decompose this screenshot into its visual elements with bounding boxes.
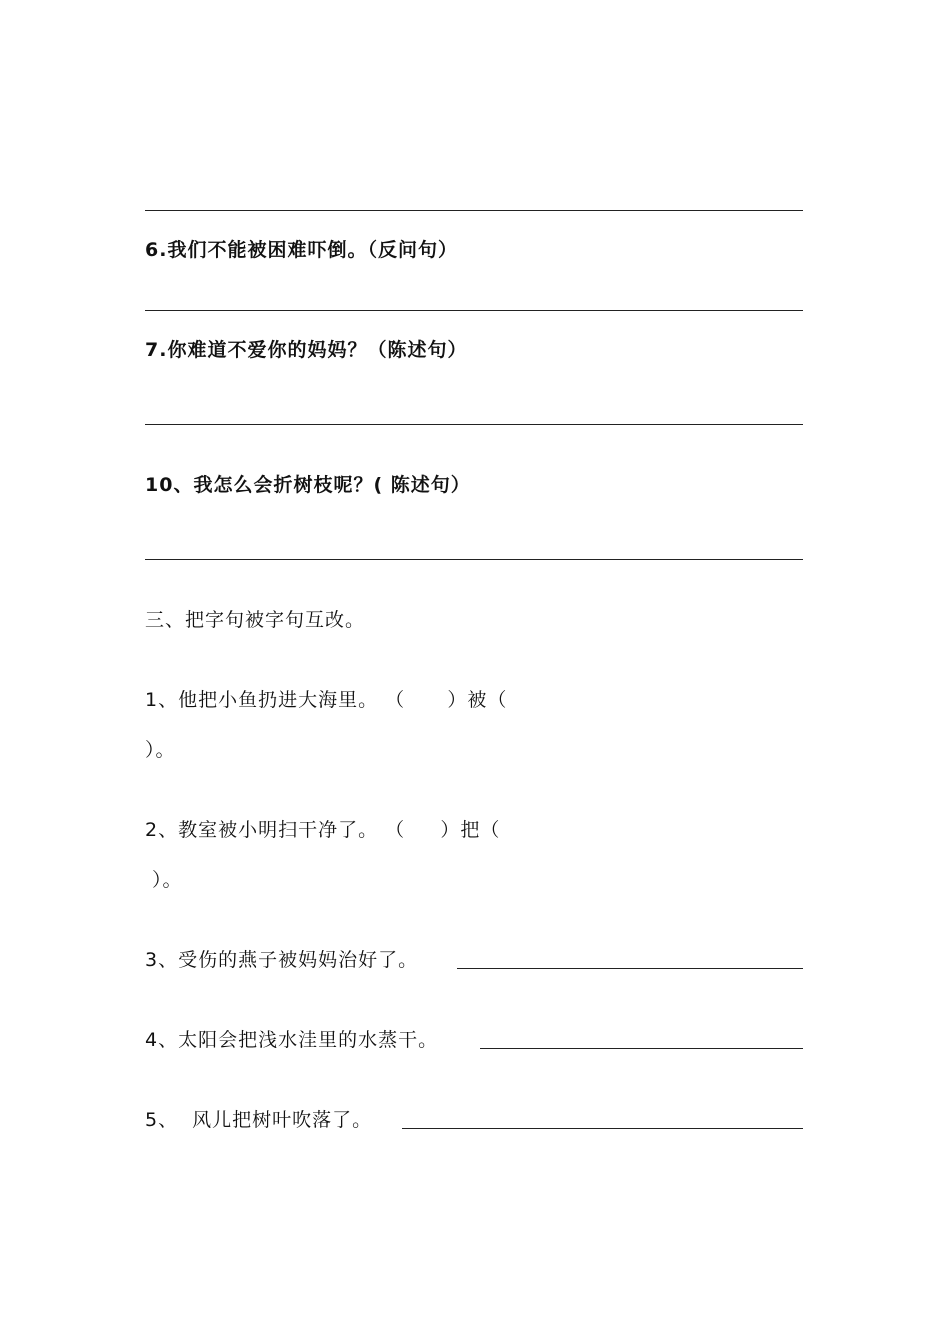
answer-line-1 <box>145 210 803 211</box>
s3-answer-line-4[interactable] <box>480 1048 803 1049</box>
s3-question-2-line2: ）。 <box>145 869 183 891</box>
s3-question-1-line1: 1、他把小鱼扔进大海里。 （ ）被（ <box>145 689 508 711</box>
answer-line-10[interactable] <box>145 559 803 560</box>
question-7: 7.你难道不爱你的妈妈？（陈述句） <box>145 339 468 361</box>
question-6: 6.我们不能被困难吓倒。（反问句） <box>145 239 458 261</box>
s3-question-1-line2: ）。 <box>145 739 176 761</box>
s3-question-4: 4、太阳会把浅水洼里的水蒸干。 <box>145 1029 439 1051</box>
answer-line-7[interactable] <box>145 424 803 425</box>
s3-question-2-line1: 2、教室被小明扫干净了。 （ ）把（ <box>145 819 501 841</box>
answer-line-6[interactable] <box>145 310 803 311</box>
s3-question-5: 5、 风儿把树叶吹落了。 <box>145 1109 373 1131</box>
s3-answer-line-5[interactable] <box>402 1128 803 1129</box>
section-3-heading: 三、把字句被字句互改。 <box>145 609 366 631</box>
s3-question-3: 3、受伤的燕子被妈妈治好了。 <box>145 949 419 971</box>
s3-answer-line-3[interactable] <box>457 968 803 969</box>
question-10: 10、我怎么会折树枝呢？( 陈述句） <box>145 474 471 496</box>
